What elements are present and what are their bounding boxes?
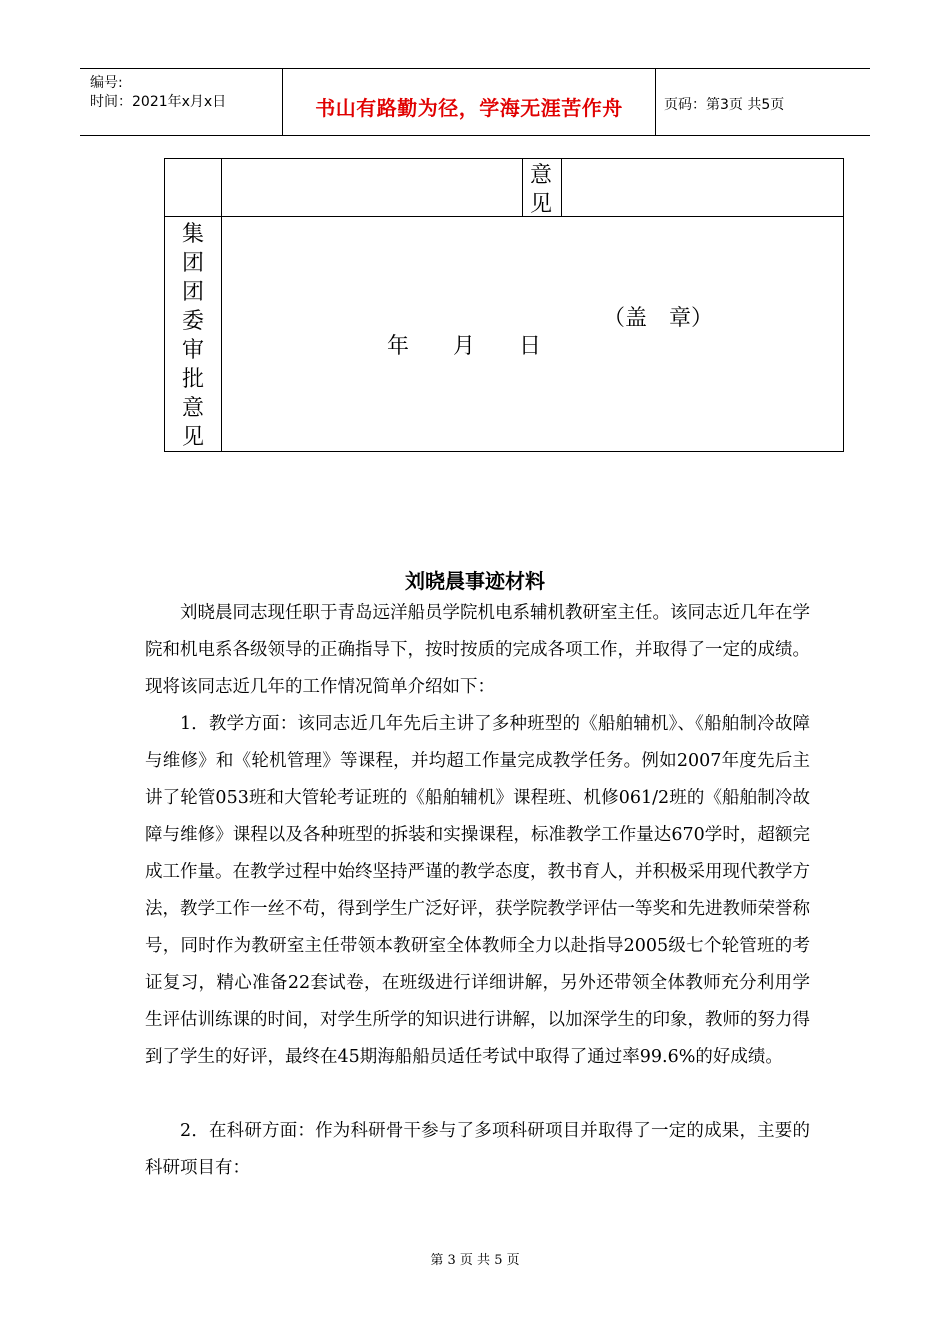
group-approval-label: 集团团委审批意见 xyxy=(181,222,204,450)
document-title: 刘晓晨事迹材料 xyxy=(405,569,545,593)
header-page-cell xyxy=(656,69,870,135)
teaching-paragraph: 1．教学方面：该同志近几年先后主讲了多种班型的《船舶辅机》、《船舶制冷故障与维修》和《轮机管理》等课程，并均超工作量完成教学任务。例如2007年度先后主讲了轮管053班和大管轮考证班的《船舶辅机》课程班、机修061/2班的《船舶制冷故障与维修》课程以及各种班型的拆装和实操课程，标准教学工作量达670学时，超额完成工作量。在教学过程中始终坚持严谨的教学态度，教书育人，并积极采用现代教学方法，教学工作一丝不苟，得到学生广泛好评，获学院教学评估一等奖和先进教师荣誉称号，同时作为教研室主任带领本教研室全体教师全力以赴指导2005级七个轮管班的考证复习，精心准备22套试卷，在班级进行详细讲解，另外还带领全体教师充分利用学生评估训练课的时间，对学生所学的知识进行讲解，以加深学生的印象，教师的努力得到了学生的好评，最终在45期海船船员适任考试中取得了通过率99.6%的好成绩。 xyxy=(145,714,810,1067)
research-paragraph: 2．在科研方面：作为科研骨干参与了多项科研项目并取得了一定的成果，主要的科研项目有： xyxy=(145,1121,810,1178)
page-header xyxy=(80,68,870,136)
opinion-label: 意见 xyxy=(529,163,552,217)
page-footer: 第 3 页 共 5 页 xyxy=(430,1253,520,1268)
approval-table xyxy=(164,158,844,452)
table-divider xyxy=(165,216,843,217)
header-motto-cell xyxy=(283,69,656,135)
document-time: 时间：2021年x月x日 xyxy=(90,94,227,110)
table-divider xyxy=(221,159,222,451)
header-page-info: 页码：第3页 共5页 xyxy=(664,97,785,113)
table-divider xyxy=(561,159,562,216)
header-meta xyxy=(80,69,283,135)
header-motto: 书山有路勤为径，学海无涯苦作舟 xyxy=(315,96,623,120)
stamp-label: （盖 章） xyxy=(603,306,714,331)
table-divider xyxy=(522,159,523,216)
document-number: 编号: xyxy=(90,75,123,91)
intro-paragraph: 刘晓晨同志现任职于青岛远洋船员学院机电系辅机教研室主任。该同志近几年在学院和机电系各级领导的正确指导下，按时按质的完成各项工作，并取得了一定的成绩。现将该同志近几年的工作情况简单介绍如下： xyxy=(145,603,810,697)
date-label: 年 月 日 xyxy=(387,334,542,359)
